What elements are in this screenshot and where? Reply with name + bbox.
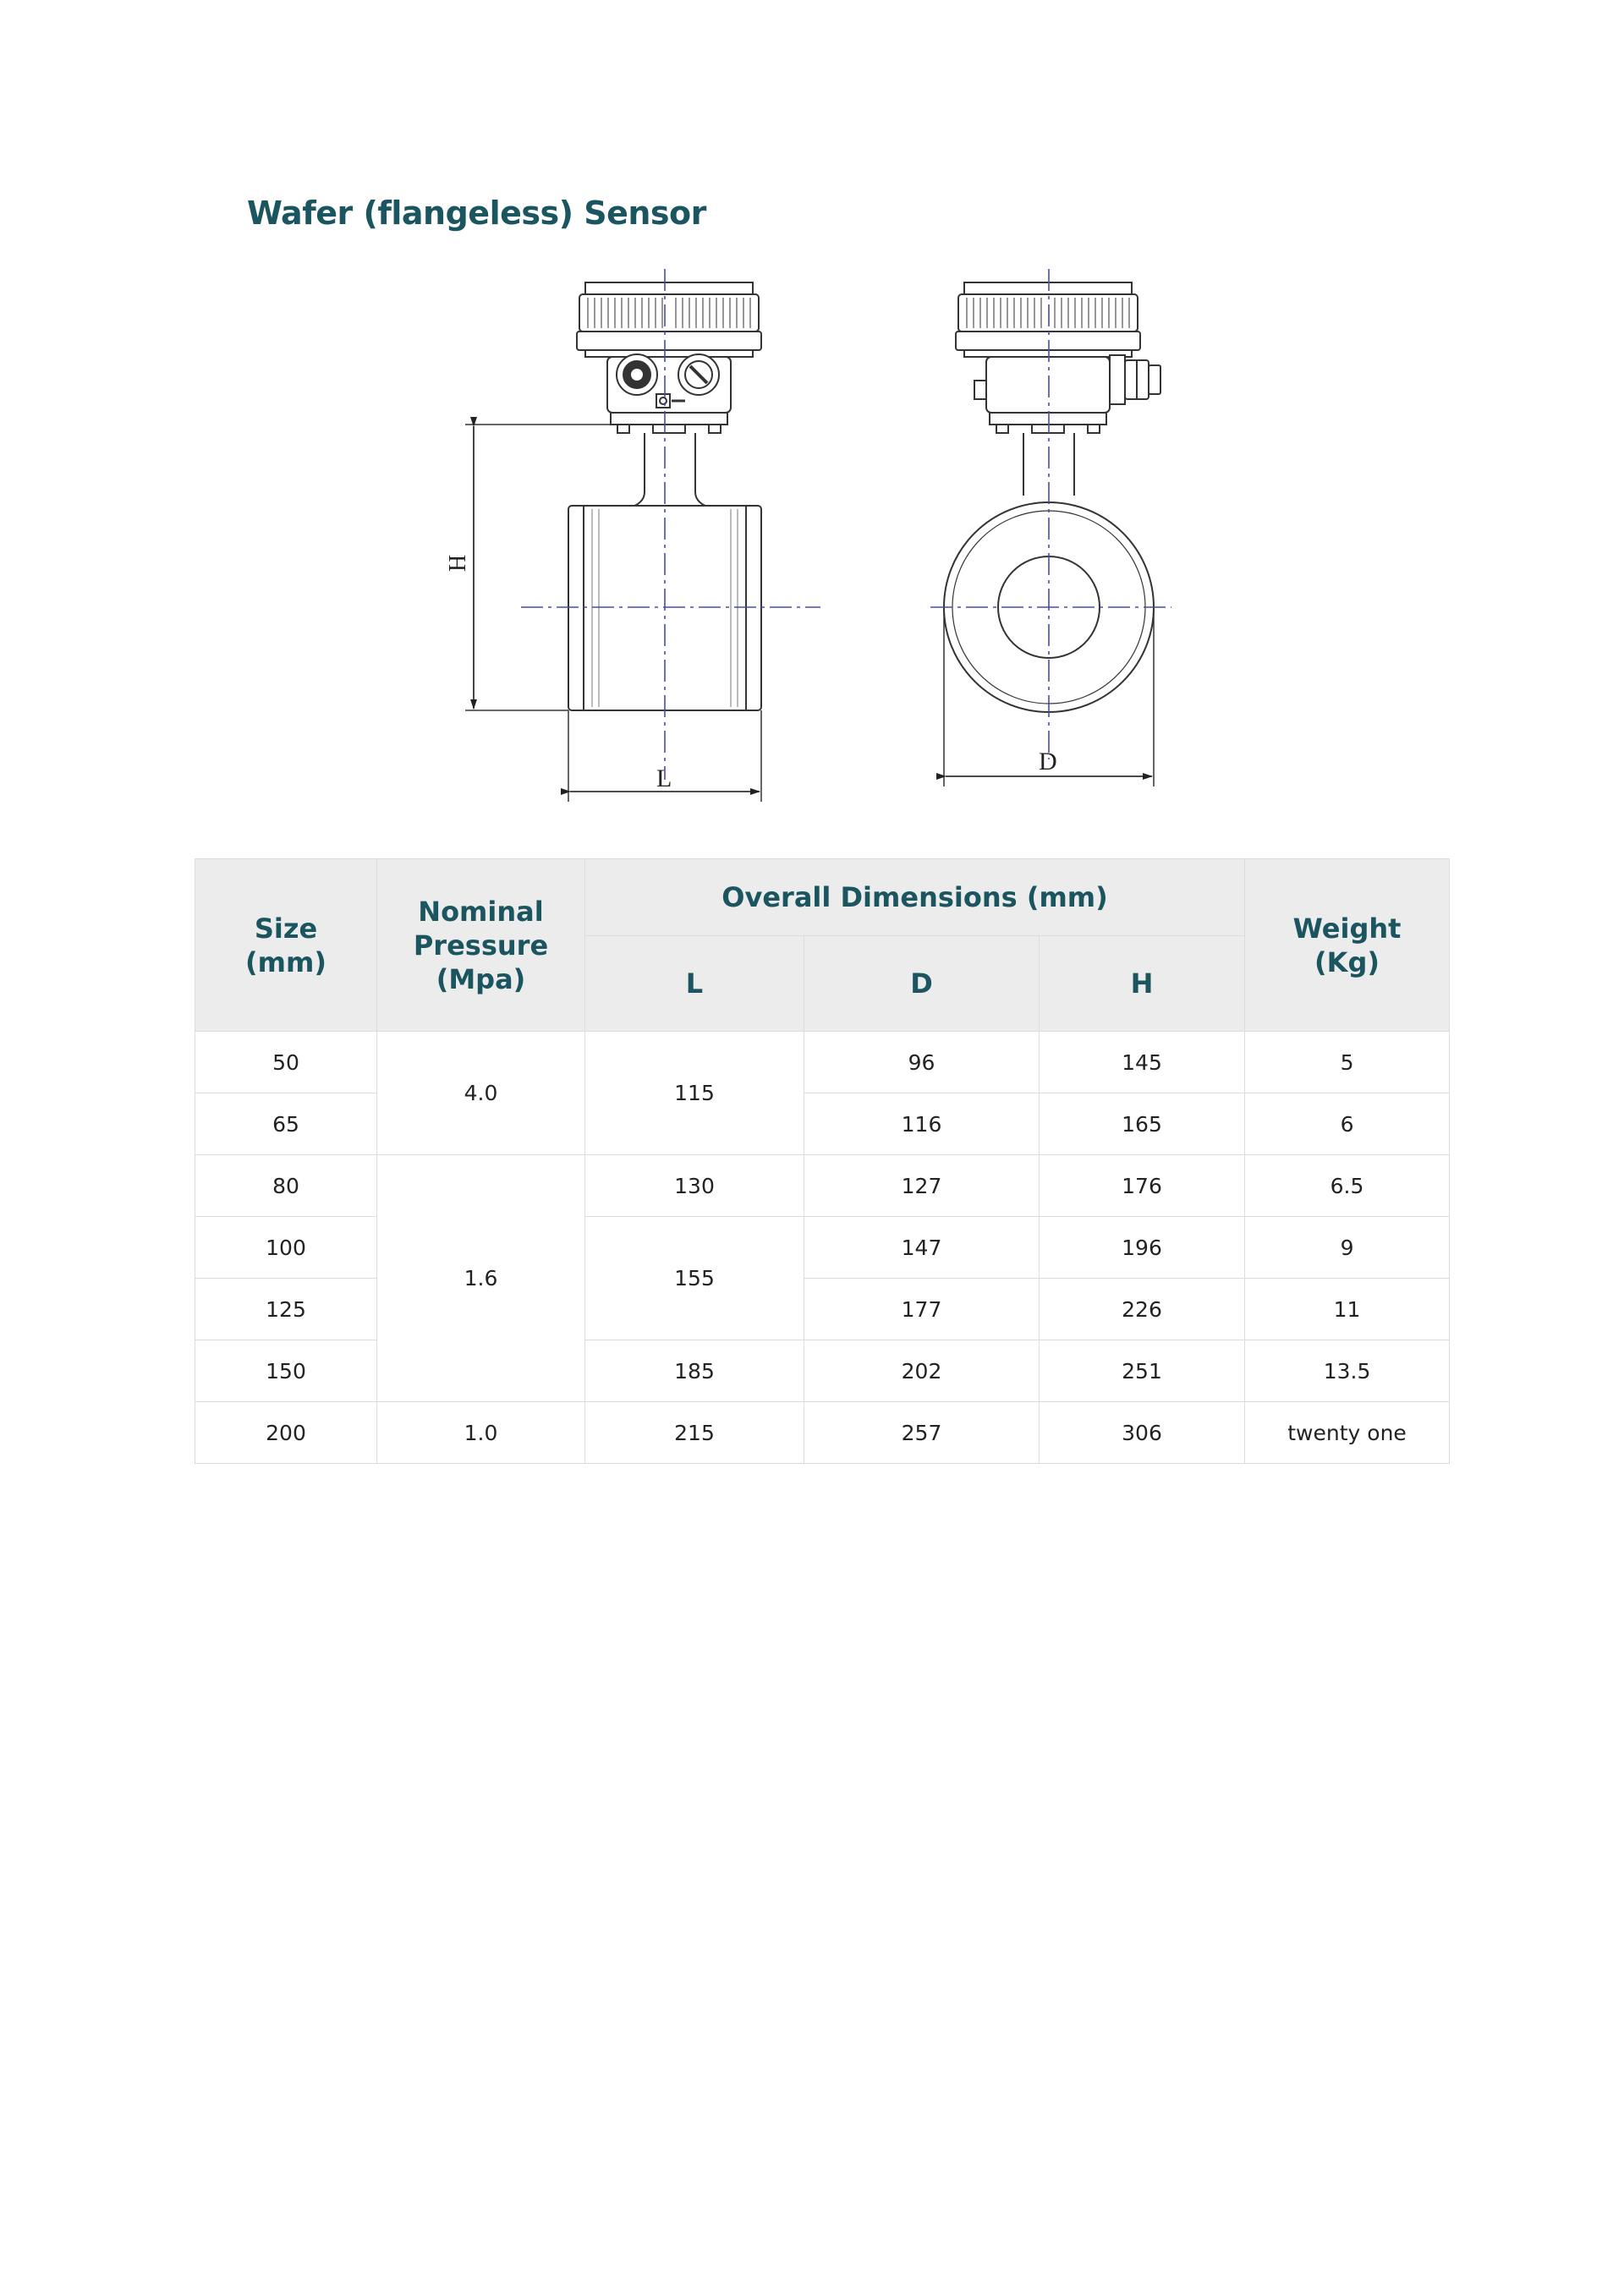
cell-d: 202 — [804, 1340, 1040, 1402]
cell-weight: 5 — [1245, 1032, 1450, 1093]
cell-size: 65 — [195, 1093, 377, 1155]
cell-weight: 6 — [1245, 1093, 1450, 1155]
header-size: Size (mm) — [195, 859, 377, 1032]
cell-d: 96 — [804, 1032, 1040, 1093]
side-converter-head — [956, 282, 1160, 433]
label-l: L — [656, 764, 672, 792]
cell-h: 251 — [1040, 1340, 1245, 1402]
cell-d: 147 — [804, 1217, 1040, 1279]
header-row — [195, 859, 1450, 936]
cell-size: 125 — [195, 1279, 377, 1340]
page-title: Wafer (flangeless) Sensor — [247, 195, 706, 232]
header-l: L — [585, 936, 804, 1032]
table-row — [195, 1032, 1450, 1093]
cell-pressure: 1.0 — [377, 1402, 585, 1464]
cell-l: 185 — [585, 1340, 804, 1402]
cell-pressure: 1.6 — [377, 1155, 585, 1402]
cell-size: 200 — [195, 1402, 377, 1464]
cell-size: 150 — [195, 1340, 377, 1402]
front-converter-head — [577, 282, 761, 433]
header-h: H — [1040, 936, 1245, 1032]
cell-size: 100 — [195, 1217, 377, 1279]
dimensions-table — [195, 858, 1450, 1464]
header-weight: Weight (Kg) — [1245, 859, 1450, 1032]
cell-d: 177 — [804, 1279, 1040, 1340]
cell-weight: 6.5 — [1245, 1155, 1450, 1217]
table-row — [195, 1402, 1450, 1464]
header-d: D — [804, 936, 1040, 1032]
cell-d: 127 — [804, 1155, 1040, 1217]
side-view — [944, 282, 1160, 786]
cell-weight: 11 — [1245, 1279, 1450, 1340]
header-overall-dimensions: Overall Dimensions (mm) — [585, 859, 1245, 936]
cell-size: 80 — [195, 1155, 377, 1217]
cell-l: 115 — [585, 1032, 804, 1155]
cell-weight: 9 — [1245, 1217, 1450, 1279]
cell-h: 306 — [1040, 1402, 1245, 1464]
cell-h: 165 — [1040, 1093, 1245, 1155]
cell-l: 155 — [585, 1217, 804, 1340]
cell-d: 257 — [804, 1402, 1040, 1464]
front-view — [465, 282, 761, 802]
cell-size: 50 — [195, 1032, 377, 1093]
cell-h: 196 — [1040, 1217, 1245, 1279]
cell-weight: twenty one — [1245, 1402, 1450, 1464]
cell-l: 215 — [585, 1402, 804, 1464]
label-h: H — [445, 554, 471, 572]
cell-weight: 13.5 — [1245, 1340, 1450, 1402]
label-d: D — [1039, 748, 1057, 775]
cell-d: 116 — [804, 1093, 1040, 1155]
table-row — [195, 1155, 1450, 1217]
cell-h: 226 — [1040, 1279, 1245, 1340]
cell-h: 145 — [1040, 1032, 1245, 1093]
sensor-drawing — [0, 0, 1624, 846]
cell-h: 176 — [1040, 1155, 1245, 1217]
cell-pressure: 4.0 — [377, 1032, 585, 1155]
cell-l: 130 — [585, 1155, 804, 1217]
header-pressure: Nominal Pressure (Mpa) — [377, 859, 585, 1032]
